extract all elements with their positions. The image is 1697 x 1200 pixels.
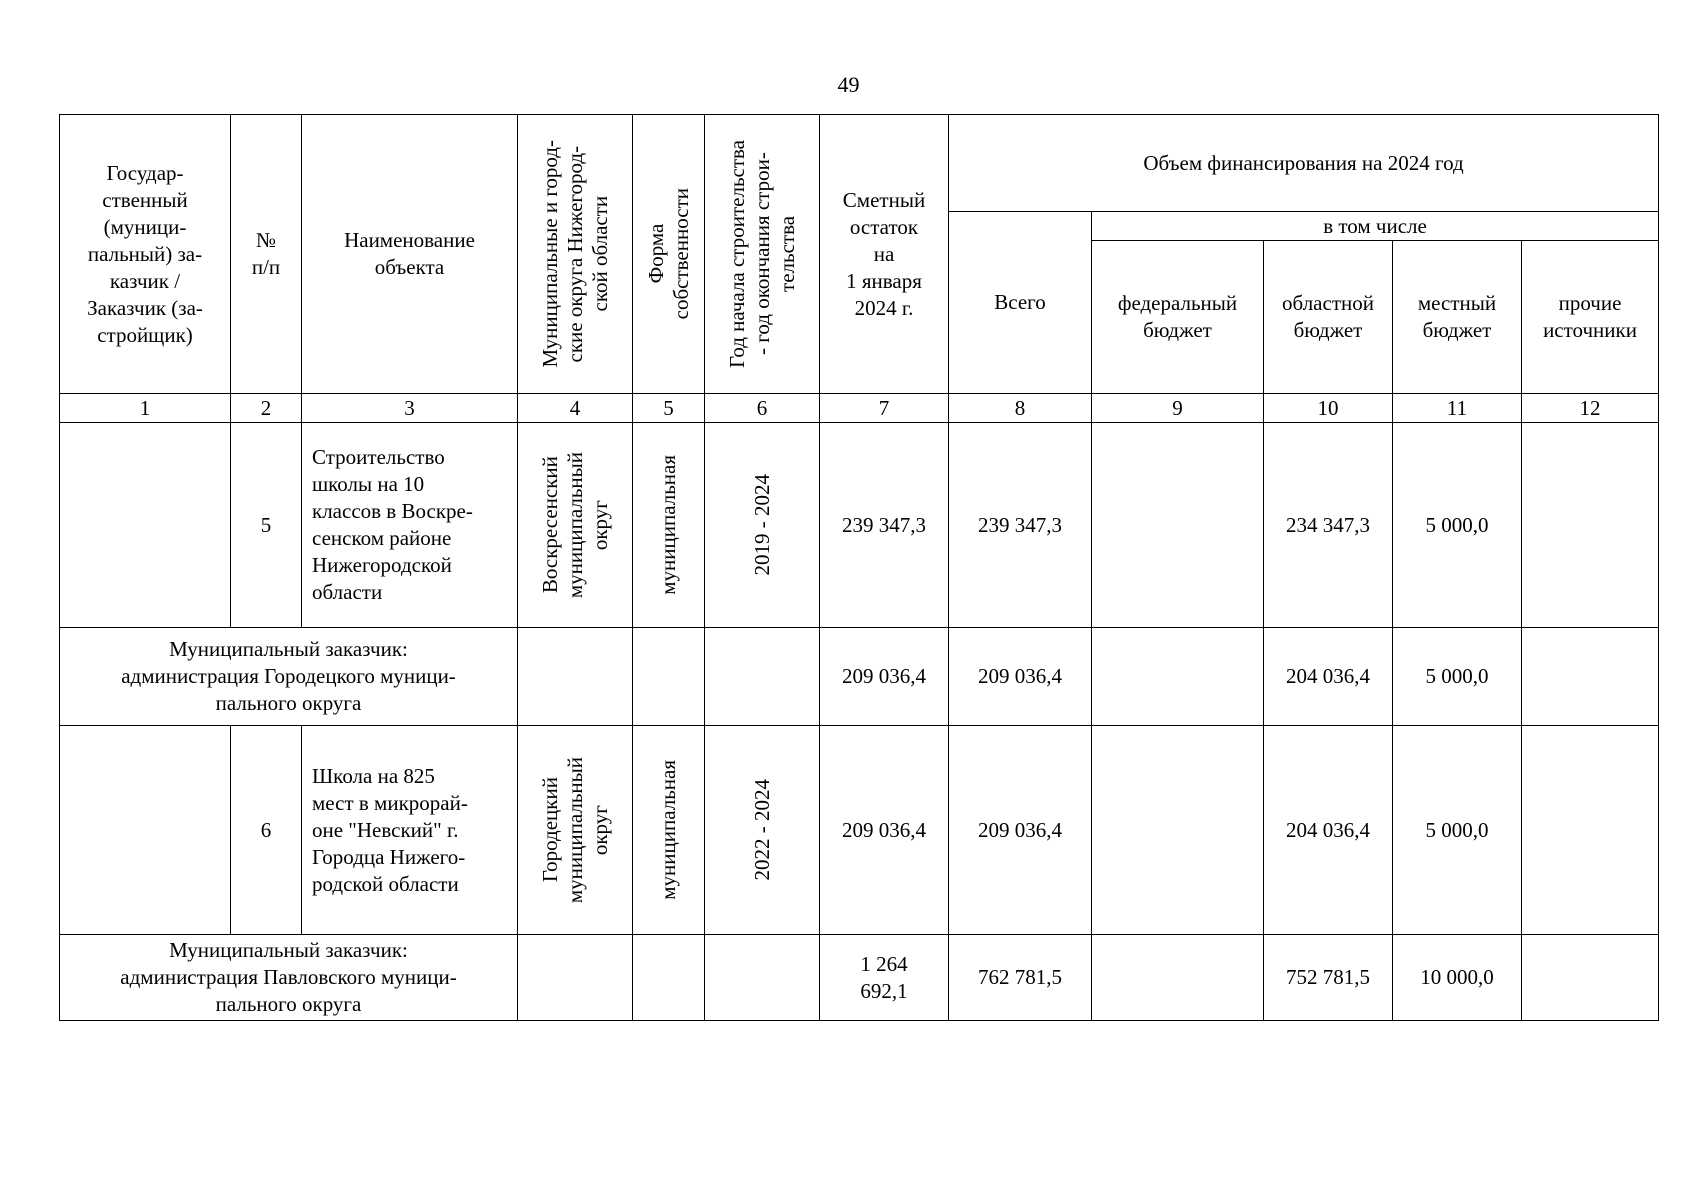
header-funding-title: Объем финансирования на 2024 год [949,115,1659,212]
customer-cell [60,726,231,935]
header-object-name: Наименование объекта [302,115,518,394]
col-num-10: 10 [1264,394,1393,423]
ownership [633,935,705,1021]
district: Городецкий муниципальный округ [518,726,633,935]
district [518,935,633,1021]
header-district: Муниципальные и город- ские округа Нижегород- ской области [518,115,633,394]
local-value: 5 000,0 [1393,726,1522,935]
header-number: № п/п [231,115,302,394]
customer-name: Муниципальный заказчик: администрация Павловского муници- пального округа [60,935,518,1021]
customer-summary-row [60,628,1659,726]
ownership: муниципальная [633,726,705,935]
row-number: 6 [231,726,302,935]
total-value: 209 036,4 [949,628,1092,726]
table-row [60,423,1659,628]
district [518,628,633,726]
col-num-6: 6 [705,394,820,423]
district: Воскресенский муниципальный округ [518,423,633,628]
row-number: 5 [231,423,302,628]
local-value: 5 000,0 [1393,628,1522,726]
col-num-12: 12 [1522,394,1659,423]
header-row-1 [60,115,1659,212]
years: 2022 - 2024 [705,726,820,935]
header-including: в том числе [1092,212,1659,241]
local-value: 5 000,0 [1393,423,1522,628]
other-value [1522,423,1659,628]
local-value: 10 000,0 [1393,935,1522,1021]
years: 2019 - 2024 [705,423,820,628]
other-value [1522,935,1659,1021]
header-remainder: Сметный остаток на 1 января 2024 г. [820,115,949,394]
object-name: Строительство школы на 10 классов в Воскре- сенском районе Нижегородской области [302,423,518,628]
header-years: Год начала строительства - год окончания строи- тельства [705,115,820,394]
regional-value: 204 036,4 [1264,726,1393,935]
other-value [1522,628,1659,726]
col-num-1: 1 [60,394,231,423]
regional-value: 204 036,4 [1264,628,1393,726]
federal-value [1092,935,1264,1021]
column-numbers-row [60,394,1659,423]
total-value: 239 347,3 [949,423,1092,628]
remainder-value: 209 036,4 [820,726,949,935]
header-customer: Государ- ственный (муници- пальный) за- казчик / Заказчик (за- стройщик) [60,115,231,394]
header-federal: федеральный бюджет [1092,241,1264,394]
col-num-2: 2 [231,394,302,423]
financing-table [59,114,1659,1021]
ownership: муниципальная [633,423,705,628]
page-number: 49 [837,72,860,97]
federal-value [1092,423,1264,628]
col-num-8: 8 [949,394,1092,423]
col-num-11: 11 [1393,394,1522,423]
header-local: местный бюджет [1393,241,1522,394]
col-num-4: 4 [518,394,633,423]
total-value: 762 781,5 [949,935,1092,1021]
other-value [1522,726,1659,935]
regional-value: 234 347,3 [1264,423,1393,628]
remainder-value: 209 036,4 [820,628,949,726]
ownership [633,628,705,726]
header-total: Всего [949,212,1092,394]
remainder-value: 1 264 692,1 [820,935,949,1021]
years [705,628,820,726]
years [705,935,820,1021]
total-value: 209 036,4 [949,726,1092,935]
customer-name: Муниципальный заказчик: администрация Городецкого муници- пального округа [60,628,518,726]
col-num-9: 9 [1092,394,1264,423]
remainder-value: 239 347,3 [820,423,949,628]
customer-summary-row [60,935,1659,1021]
col-num-7: 7 [820,394,949,423]
header-ownership: Форма собственности [633,115,705,394]
federal-value [1092,726,1264,935]
regional-value: 752 781,5 [1264,935,1393,1021]
object-name: Школа на 825 мест в микрорай- оне "Невский" г. Городца Нижего- родской области [302,726,518,935]
header-other: прочие источники [1522,241,1659,394]
table-row [60,726,1659,935]
col-num-3: 3 [302,394,518,423]
col-num-5: 5 [633,394,705,423]
customer-cell [60,423,231,628]
header-regional: областной бюджет [1264,241,1393,394]
federal-value [1092,628,1264,726]
